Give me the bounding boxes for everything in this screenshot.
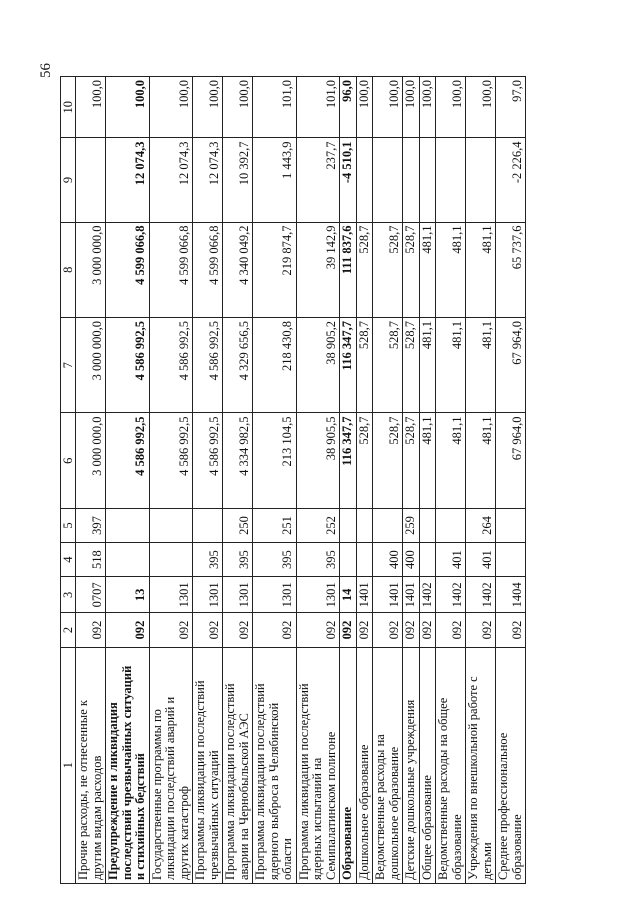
subsection-code-cell: 1401 — [403, 577, 420, 613]
item-name-cell — [419, 647, 436, 883]
item-name-line: ликвидации последствий аварий и — [163, 696, 177, 880]
section-code-cell: 092 — [419, 613, 436, 647]
adjusted-amount-cell: 4 586 992,5 — [193, 318, 223, 413]
approved-amount-cell: 4 586 992,5 — [149, 413, 193, 508]
executed-amount-cell: 111 837,6 — [340, 222, 357, 317]
item-name-line: области — [280, 838, 294, 880]
section-code-cell: 092 — [436, 613, 466, 647]
item-name-line: Общее образование — [419, 775, 434, 880]
column-header: 2 — [61, 613, 76, 647]
subsection-code-cell: 1401 — [356, 577, 373, 613]
item-name-cell — [496, 647, 526, 883]
approved-amount-cell: 38 905,5 — [296, 413, 340, 508]
subsection-code-cell: 1301 — [296, 577, 340, 613]
item-name-cell — [223, 647, 253, 883]
percent-cell: 97,0 — [496, 77, 526, 138]
item-name-line: Учреждения по внешкольной работе с — [466, 676, 480, 880]
item-name-line: Детские дошкольные учреждения — [403, 699, 417, 880]
executed-amount-cell: 4 599 066,8 — [149, 222, 193, 317]
target-item-cell — [340, 543, 357, 577]
executed-amount-cell: 4 340 049,2 — [223, 222, 253, 317]
column-header: 10 — [61, 77, 76, 138]
subsection-code-cell: 1401 — [373, 577, 403, 613]
approved-amount-cell: 528,7 — [403, 413, 420, 508]
item-name-line: детьми — [479, 842, 494, 880]
section-code-cell: 092 — [106, 613, 150, 647]
expense-type-cell: 251 — [253, 508, 297, 542]
expense-type-cell — [496, 508, 526, 542]
section-code-cell: 092 — [223, 613, 253, 647]
section-code-cell: 092 — [193, 613, 223, 647]
percent-cell: 100,0 — [106, 77, 150, 138]
adjusted-amount-cell: 218 430,8 — [253, 318, 297, 413]
header-row — [61, 77, 76, 884]
item-name-line: аварии на Чернобыльской АЭС — [236, 713, 251, 880]
percent-cell: 100,0 — [419, 77, 436, 138]
approved-amount-cell: 116 347,7 — [340, 413, 357, 508]
target-item-cell — [419, 543, 436, 577]
item-name-cell — [373, 647, 403, 883]
subsection-code-cell: 1404 — [496, 577, 526, 613]
target-item-cell: 395 — [296, 543, 340, 577]
adjusted-amount-cell: 481,1 — [419, 318, 436, 413]
executed-amount-cell: 481,1 — [436, 222, 466, 317]
approved-amount-cell: 4 586 992,5 — [106, 413, 150, 508]
deviation-cell: -4 510,1 — [340, 138, 357, 222]
approved-amount-cell: 3 000 000,0 — [76, 413, 106, 508]
approved-amount-cell: 4 586 992,5 — [193, 413, 223, 508]
percent-cell: 100,0 — [149, 77, 193, 138]
adjusted-amount-cell: 528,7 — [356, 318, 373, 413]
item-name-line: ядерных испытаний на — [310, 757, 324, 880]
expense-type-cell: 252 — [296, 508, 340, 542]
item-name-line: и стихийных бедствий — [133, 753, 147, 880]
item-name-line: Ведомственные расходы на общее — [436, 697, 450, 880]
item-name-line: образование — [449, 814, 464, 880]
item-name-cell — [193, 647, 223, 883]
percent-cell: 100,0 — [76, 77, 106, 138]
page-number: 56 — [38, 63, 54, 78]
subsection-code-cell: 1402 — [436, 577, 466, 613]
budget-table — [60, 76, 526, 884]
expense-type-cell — [106, 508, 150, 542]
deviation-cell — [436, 138, 466, 222]
item-name-line: Дошкольное образование — [356, 744, 371, 880]
executed-amount-cell: 4 599 066,8 — [106, 222, 150, 317]
table-row — [373, 77, 403, 884]
expense-type-cell — [356, 508, 373, 542]
adjusted-amount-cell: 481,1 — [466, 318, 496, 413]
deviation-cell: 12 074,3 — [193, 138, 223, 222]
executed-amount-cell: 528,7 — [373, 222, 403, 317]
section-code-cell: 092 — [356, 613, 373, 647]
table-row — [356, 77, 373, 884]
item-name-line: Программы ликвидации последствий — [193, 680, 207, 880]
target-item-cell: 395 — [253, 543, 297, 577]
item-name-line: Прочие расходы, не отнесенные к — [76, 700, 90, 880]
executed-amount-cell: 3 000 000,0 — [76, 222, 106, 317]
section-code-cell: 092 — [340, 613, 357, 647]
column-header: 6 — [61, 413, 76, 508]
item-name-cell — [356, 647, 373, 883]
table-row — [436, 77, 466, 884]
table-row — [76, 77, 106, 884]
percent-cell: 101,0 — [296, 77, 340, 138]
percent-cell: 96,0 — [340, 77, 357, 138]
executed-amount-cell: 4 599 066,8 — [193, 222, 223, 317]
subsection-code-cell: 0707 — [76, 577, 106, 613]
table-body — [76, 77, 526, 884]
expense-type-cell: 264 — [466, 508, 496, 542]
percent-cell: 100,0 — [466, 77, 496, 138]
approved-amount-cell: 528,7 — [356, 413, 373, 508]
approved-amount-cell: 481,1 — [419, 413, 436, 508]
target-item-cell — [356, 543, 373, 577]
column-header: 9 — [61, 138, 76, 222]
item-name-line: образование — [509, 814, 524, 880]
adjusted-amount-cell: 67 964,0 — [496, 318, 526, 413]
subsection-code-cell: 13 — [106, 577, 150, 613]
target-item-cell: 400 — [403, 543, 420, 577]
percent-cell: 101,0 — [253, 77, 297, 138]
adjusted-amount-cell: 481,1 — [436, 318, 466, 413]
deviation-cell: -2 226,4 — [496, 138, 526, 222]
executed-amount-cell: 528,7 — [403, 222, 420, 317]
item-name-cell — [106, 647, 150, 883]
expense-type-cell — [193, 508, 223, 542]
expense-type-cell: 397 — [76, 508, 106, 542]
section-code-cell: 092 — [149, 613, 193, 647]
column-header: 1 — [61, 647, 76, 883]
table-row — [106, 77, 150, 884]
target-item-cell: 401 — [466, 543, 496, 577]
item-name-line: чрезвычайных ситуаций — [206, 750, 221, 880]
approved-amount-cell: 481,1 — [436, 413, 466, 508]
subsection-code-cell: 1301 — [253, 577, 297, 613]
target-item-cell: 401 — [436, 543, 466, 577]
item-name-line: Программа ликвидации последствий — [223, 683, 237, 880]
item-name-line: Среднее профессиональное — [496, 732, 510, 880]
expense-type-cell — [419, 508, 436, 542]
table-row — [419, 77, 436, 884]
section-code-cell: 092 — [373, 613, 403, 647]
item-name-line: дошкольное образование — [386, 746, 401, 880]
item-name-line: Программа ликвидации последствий — [253, 683, 267, 880]
target-item-cell: 395 — [193, 543, 223, 577]
adjusted-amount-cell: 116 347,7 — [340, 318, 357, 413]
deviation-cell: 12 074,3 — [149, 138, 193, 222]
deviation-cell — [403, 138, 420, 222]
percent-cell: 100,0 — [356, 77, 373, 138]
adjusted-amount-cell: 38 905,2 — [296, 318, 340, 413]
target-item-cell: 518 — [76, 543, 106, 577]
item-name-line: Программа ликвидации последствий — [296, 683, 311, 880]
executed-amount-cell: 39 142,9 — [296, 222, 340, 317]
target-item-cell — [106, 543, 150, 577]
item-name-line: Образование — [340, 806, 354, 880]
adjusted-amount-cell: 4 586 992,5 — [106, 318, 150, 413]
adjusted-amount-cell: 4 329 656,5 — [223, 318, 253, 413]
item-name-line: другим видам расходов — [89, 755, 104, 880]
item-name-line: Государственные программы по — [149, 709, 164, 880]
section-code-cell: 092 — [76, 613, 106, 647]
deviation-cell — [466, 138, 496, 222]
expense-type-cell — [340, 508, 357, 542]
expense-type-cell — [149, 508, 193, 542]
section-code-cell: 092 — [403, 613, 420, 647]
deviation-cell: 12 074,3 — [106, 138, 150, 222]
item-name-line: Предупреждение и ликвидация — [106, 702, 120, 880]
deviation-cell — [356, 138, 373, 222]
subsection-code-cell: 1301 — [193, 577, 223, 613]
item-name-cell — [466, 647, 496, 883]
item-name-line: последствий чрезвычайных ситуаций — [119, 665, 134, 880]
expense-type-cell: 250 — [223, 508, 253, 542]
executed-amount-cell: 65 737,6 — [496, 222, 526, 317]
column-header: 8 — [61, 222, 76, 317]
column-header: 4 — [61, 543, 76, 577]
section-code-cell: 092 — [496, 613, 526, 647]
section-code-cell: 092 — [253, 613, 297, 647]
adjusted-amount-cell: 3 000 000,0 — [76, 318, 106, 413]
table-row — [193, 77, 223, 884]
section-code-cell: 092 — [466, 613, 496, 647]
item-name-cell — [340, 647, 357, 883]
table-row — [466, 77, 496, 884]
approved-amount-cell: 481,1 — [466, 413, 496, 508]
target-item-cell — [496, 543, 526, 577]
item-name-cell — [253, 647, 297, 883]
item-name-line: Семипалатинском полигоне — [323, 731, 338, 880]
expense-type-cell — [373, 508, 403, 542]
deviation-cell: 1 443,9 — [253, 138, 297, 222]
adjusted-amount-cell: 4 586 992,5 — [149, 318, 193, 413]
item-name-cell — [149, 647, 193, 883]
expense-type-cell — [436, 508, 466, 542]
approved-amount-cell: 213 104,5 — [253, 413, 297, 508]
percent-cell: 100,0 — [403, 77, 420, 138]
target-item-cell: 395 — [223, 543, 253, 577]
item-name-line: Ведомственные расходы на — [373, 734, 387, 880]
item-name-line: других катастроф — [176, 786, 191, 880]
column-header: 3 — [61, 577, 76, 613]
executed-amount-cell: 219 874,7 — [253, 222, 297, 317]
executed-amount-cell: 528,7 — [356, 222, 373, 317]
percent-cell: 100,0 — [436, 77, 466, 138]
adjusted-amount-cell: 528,7 — [403, 318, 420, 413]
table-row — [296, 77, 340, 884]
item-name-line: ядерного выброса в Челябинской — [266, 702, 281, 880]
subsection-code-cell: 1402 — [466, 577, 496, 613]
table-row — [496, 77, 526, 884]
item-name-cell — [296, 647, 340, 883]
subsection-code-cell: 1301 — [149, 577, 193, 613]
approved-amount-cell: 67 964,0 — [496, 413, 526, 508]
percent-cell: 100,0 — [223, 77, 253, 138]
deviation-cell — [76, 138, 106, 222]
section-code-cell: 092 — [296, 613, 340, 647]
deviation-cell — [373, 138, 403, 222]
item-name-cell — [76, 647, 106, 883]
subsection-code-cell: 14 — [340, 577, 357, 613]
target-item-cell: 400 — [373, 543, 403, 577]
deviation-cell: 10 392,7 — [223, 138, 253, 222]
table-row — [403, 77, 420, 884]
approved-amount-cell: 4 334 982,5 — [223, 413, 253, 508]
table-row — [223, 77, 253, 884]
table-row — [340, 77, 357, 884]
deviation-cell: 237,7 — [296, 138, 340, 222]
item-name-cell — [403, 647, 420, 883]
executed-amount-cell: 481,1 — [419, 222, 436, 317]
percent-cell: 100,0 — [373, 77, 403, 138]
item-name-cell — [436, 647, 466, 883]
executed-amount-cell: 481,1 — [466, 222, 496, 317]
expense-type-cell: 259 — [403, 508, 420, 542]
subsection-code-cell: 1301 — [223, 577, 253, 613]
table-row — [253, 77, 297, 884]
target-item-cell — [149, 543, 193, 577]
column-header: 5 — [61, 508, 76, 542]
subsection-code-cell: 1402 — [419, 577, 436, 613]
adjusted-amount-cell: 528,7 — [373, 318, 403, 413]
approved-amount-cell: 528,7 — [373, 413, 403, 508]
table-row — [149, 77, 193, 884]
deviation-cell — [419, 138, 436, 222]
column-header: 7 — [61, 318, 76, 413]
percent-cell: 100,0 — [193, 77, 223, 138]
